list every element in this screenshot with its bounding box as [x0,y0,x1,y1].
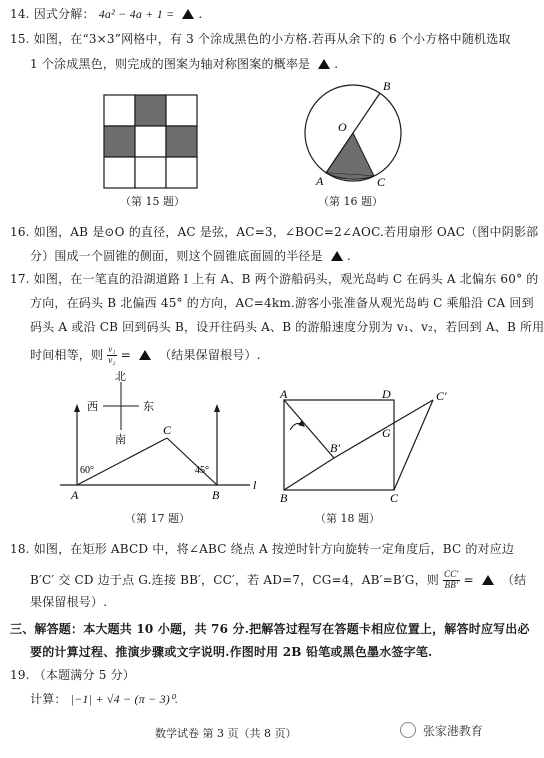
wechat-icon [400,722,416,738]
label-B: B [383,79,391,93]
triangle-icon [331,251,343,261]
page-footer: 数学试卷 第 3 页（共 8 页） [155,727,297,740]
label-C: C [377,175,386,189]
segment-BB2 [284,458,334,490]
label-B2: B′ [330,441,340,455]
question-number: 17. [10,272,30,286]
grid-cell [135,157,166,188]
question-16-line1: 16. 如图，AB 是⊙O 的直径，AC 是弦，AC=3，∠BOC=2∠AOC.若用扇形 OAC（图中阴影部 [10,225,539,239]
compass-east: 东 [143,401,154,413]
answer-blank [178,8,198,20]
compass-west: 西 [87,401,98,413]
angle-B-label: 45° [195,465,209,476]
label-O: O [338,120,347,134]
grid-cell [166,95,197,126]
expression: |−1| + √4 − (π − 3)⁰. [70,692,179,706]
fraction-cc-bb: $\frac{CC'}{BB'}$ [444,569,459,590]
triangle-icon [182,9,194,19]
question-15-line2: 1 个涂成黑色，则完成的图案为轴对称图案的概率是 . [30,57,339,71]
answer-blank [327,250,347,262]
figure-17-caption: （第 17 题） [125,512,190,525]
expression: 4a² − 4a + 1 = [98,7,175,21]
figure-17 [55,368,265,503]
question-18-line2: B′C′ 交 CD 边于点 G.连接 BB′，CC′，若 AD=7，CG=4，AB′=B′G，则 $\frac{CC'}{BB'}$ = （结 [30,569,527,590]
question-text: 因式分解： [33,7,95,21]
question-19-title: 19. （本题满分 5 分） [10,668,135,682]
answer-blank [135,349,155,361]
question-number: 14. [10,7,30,21]
segment-CC2 [394,400,433,490]
compass-south: 南 [115,434,126,446]
label-C: C [163,423,172,437]
grid-cell-shaded [104,126,135,157]
angle-A-label: 60° [80,465,94,476]
question-17-line2: 方向，在码头 B 北偏西 45° 的方向，AC=4km.游客小张准备从观光岛屿 C 乘船沿 CA 回到 [30,296,534,310]
label-A: A [316,174,324,188]
answer-blank [478,574,498,586]
triangle-icon [318,59,330,69]
grid-cell-shaded [135,95,166,126]
question-15-line1: 15. 如图，在“3×3”网格中，有 3 个涂成黑色的小方格.若再从余下的 6 个小方格中随机选取 [10,32,511,46]
grid-cell [104,95,135,126]
figure-15-caption: （第 15 题） [120,195,185,208]
question-number: 15. [10,32,30,46]
shaded-sector [326,133,374,176]
segment-CB [167,438,217,485]
question-19-calc: 计算： |−1| + √4 − (π − 3)⁰. [30,692,179,706]
label-G: G [382,426,391,440]
question-number: 19. [10,668,30,682]
label-C2: C′ [436,389,447,403]
figure-15-grid [103,94,198,189]
label-B: B [212,488,220,502]
label-D: D [382,387,391,401]
section-3-heading: 三、解答题：本大题共 10 小题，共 76 分.把解答过程写在答题卡相应位置上，解答时应写出必 [10,622,530,636]
grid-cell-shaded [166,126,197,157]
question-number: 16. [10,225,30,239]
fraction-v1-v2: $\frac{\text{v₁}}{\text{v₂}}$ [108,344,116,365]
label-l: l [253,478,257,492]
label-B: B [280,491,288,505]
question-17-line1: 17. 如图，在一笔直的沿湖道路 l 上有 A、B 两个游船码头，观光岛屿 C 在码头 A 北偏东 60° 的 [10,272,539,286]
question-number: 18. [10,542,30,556]
grid-cell [104,157,135,188]
figure-16-circle [296,78,411,193]
figure-16-caption: （第 16 题） [318,195,383,208]
section-3-instructions: 要的计算过程、推演步骤或文字说明.作图时用 2B 铅笔或黑色墨水签字笔. [30,645,433,659]
triangle-icon [139,350,151,360]
question-18-line1: 18. 如图，在矩形 ABCD 中，将∠ABC 绕点 A 按逆时针方向旋转一定角度后，BC 的对应边 [10,542,515,556]
grid-cell [166,157,197,188]
arrowhead-icon [214,404,220,412]
question-14: 14. 因式分解： 4a² − 4a + 1 = . [10,7,203,21]
rotated-edge [284,400,433,458]
grid-cell [135,126,166,157]
label-C: C [390,491,399,505]
answer-blank [314,58,334,70]
figure-18-caption: （第 18 题） [315,512,380,525]
question-17-line3: 码头 A 或沿 CB 回到码头 B，设开往码头 A、B 的游船速度分别为 v₁、v₂，若回到 A、B 所用 [30,320,544,334]
label-A: A [280,387,288,401]
figure-18 [278,387,458,505]
arrowhead-icon [74,404,80,412]
question-16-line2: 分）围成一个圆锥的侧面，则这个圆锥底面圆的半径是 . [30,249,351,263]
watermark: 张家港教育 [400,722,483,738]
question-17-line4: 时间相等，则 $\frac{\text{v₁}}{\text{v₂}}$ = （结果保留根号）. [30,344,261,365]
question-18-line3: 果保留根号）. [30,595,108,609]
label-A: A [71,488,79,502]
triangle-icon [482,575,494,585]
compass-north: 北 [115,371,126,383]
